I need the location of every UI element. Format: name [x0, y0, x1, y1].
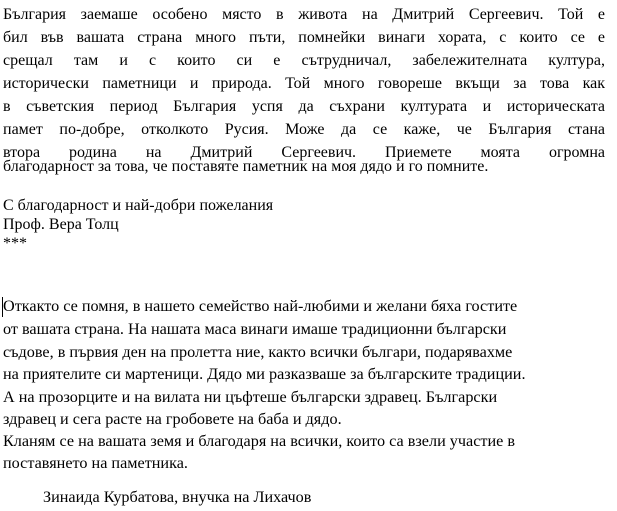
text-line: А на прозорците и на вилата ни цъфтеше български здравец. Български — [3, 388, 498, 406]
text-line: бил във вашата страна много пъти, помнейки винаги хората, с които се е — [3, 29, 605, 46]
closing-line: С благодарност и най-добри пожелания — [3, 197, 274, 214]
signature: Зинаида Курбатова, внучка на Лихачов — [43, 488, 312, 506]
text-line: Кланям се на вашата земя и благодаря на всички, които са взели участие в — [3, 432, 515, 450]
text-line: поставянето на паметника. — [3, 454, 188, 472]
text-line: здравец и сега расте на гробовете на баба и дядо. — [3, 410, 342, 428]
text-line: съдове, в първия ден на пролетта ние, както всички българи, подарявахме — [3, 343, 513, 361]
text-line: от вашата страна. На нашата маса винаги имаше традиционни български — [3, 320, 507, 338]
signature: Проф. Вера Толц — [3, 216, 119, 233]
text-line: България заемаше особено място в живота на Дмитрий Сергеевич. Той е — [3, 6, 605, 23]
text-line: в съветския период България успя да съхрани културата и историческата — [3, 98, 605, 115]
text-line: Откакто се помня, в нашето семейство най-любими и желани бяха гостите — [3, 297, 518, 315]
text-line: срещал там и с които си е сътрудничал, забележителната култура, — [3, 52, 605, 69]
text-line: на приятелите си мартеници. Дядо ми разказваше за българските традиции. — [3, 365, 526, 383]
separator: *** — [3, 235, 27, 252]
text-line: исторически паметници и природа. Той много говореше вкъщи за това как — [3, 75, 605, 92]
text-line: памет по-добре, отколкото Русия. Може да се каже, че България стана — [3, 121, 605, 138]
text-line: втора родина на Дмитрий Сергеевич. Приемете моята огромна — [3, 144, 605, 161]
text-line-last: благодарност за това, че поставяте паметник на моя дядо и го помните. — [3, 158, 489, 175]
